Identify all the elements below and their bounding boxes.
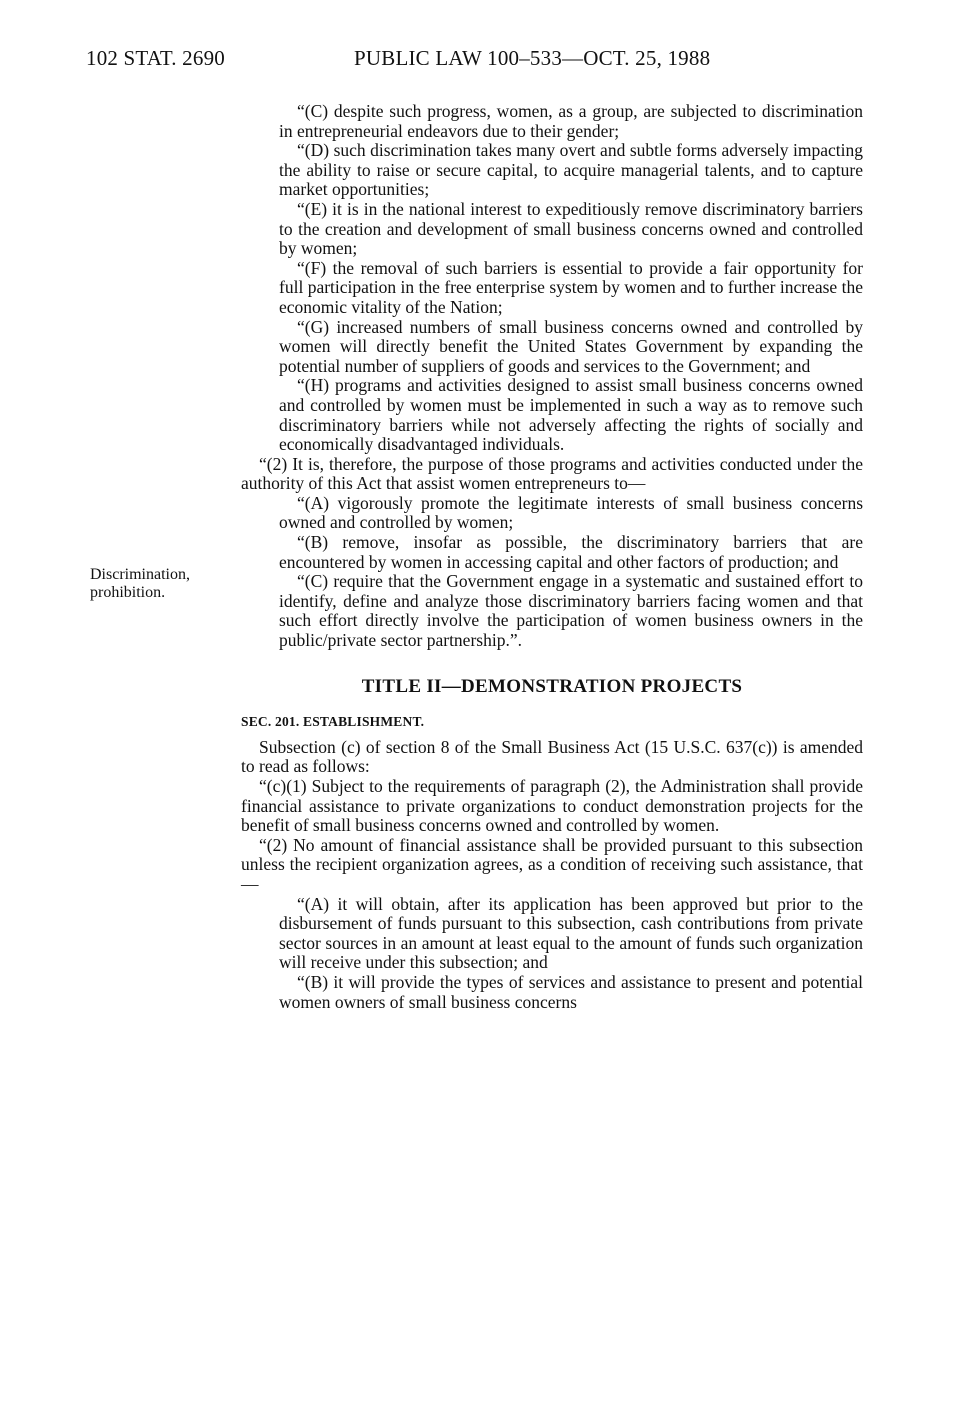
clause-c: “(C) despite such progress, women, as a group, are subjected to discrimination in entrepreneurial endeavors due to their gender; (279, 101, 863, 141)
margin-note-line-2: prohibition. (90, 584, 166, 601)
section-intro: Subsection (c) of section 8 of the Small Business Act (15 U.S.C. 637(c)) is amended to read as follows: (241, 736, 863, 777)
condition-b: “(B) it will provide the types of services and assistance to present and potential women owners of small business concerns (279, 971, 863, 1012)
margin-note (90, 566, 190, 602)
page-stat-number: 102 STAT. 2690 (86, 46, 225, 70)
clause-d: “(D) such discrimination takes many overt and subtle forms adversely impacting the ability to raise or secure capital, to acquire managerial talents, and to capture market opportunities; (279, 140, 863, 200)
clause-h: “(H) programs and activities designed to assist small business concerns owned and controlled by women must be implemented in such a way as to remove such discriminatory barriers while not adversely affecting the rights of socially and economically disadvantaged individuals. (279, 375, 863, 455)
condition-a: “(A) it will obtain, after its application has been approved but prior to the disbursement of funds pursuant to this subsection, cash contributions from private sector sources in an amount at least equal to the amount of funds such organization will receive under this subsection; and (279, 893, 863, 973)
running-head: PUBLIC LAW 100–533—OCT. 25, 1988 (354, 46, 711, 70)
clause-f: “(F) the removal of such barriers is essential to provide a fair opportunity for full participation in the free enterprise system by women and to further increase the economic vitality of the Nation; (279, 257, 863, 317)
clause-e: “(E) it is in the national interest to expeditiously remove discriminatory barriers to the creation and development of small business concerns owned and controlled by women; (279, 198, 863, 259)
margin-note-line-1: Discrimination, (90, 566, 190, 583)
paragraph-2-purpose: “(2) It is, therefore, the purpose of those programs and activities conducted under the authority of this Act that assist women entrepreneurs to— (241, 453, 863, 494)
subsection-c2: “(2) No amount of financial assistance shall be provided pursuant to this subsection unless the recipient organization agrees, as a condition of receiving such assistance, that— (241, 834, 863, 894)
purpose-a: “(A) vigorously promote the legitimate interests of small business concerns owned and controlled by women; (279, 492, 863, 533)
subsection-c1: “(c)(1) Subject to the requirements of paragraph (2), the Administration shall provide financial assistance to private organizations to conduct demonstration projects for the benefit of small business concerns owned and controlled by women. (241, 776, 863, 836)
section-heading: SEC. 201. ESTABLISHMENT. (241, 714, 425, 730)
purpose-b: “(B) remove, insofar as possible, the discriminatory barriers that are encountered by women in accessing capital and other factors of production; and (279, 532, 863, 572)
clause-g: “(G) increased numbers of small business concerns owned and controlled by women will directly benefit the United States Government by expanding the potential number of suppliers of goods and services to the Government; and (279, 316, 863, 376)
purpose-c: “(C) require that the Government engage in a systematic and sustained effort to identify, define and analyze those discriminatory barriers facing women and that such effort directly involve the participation of women business owners in the public/private sector partnership.”. (279, 571, 863, 651)
body-text (241, 102, 863, 1012)
title-heading: TITLE II—DEMONSTRATION PROJECTS (361, 675, 743, 697)
